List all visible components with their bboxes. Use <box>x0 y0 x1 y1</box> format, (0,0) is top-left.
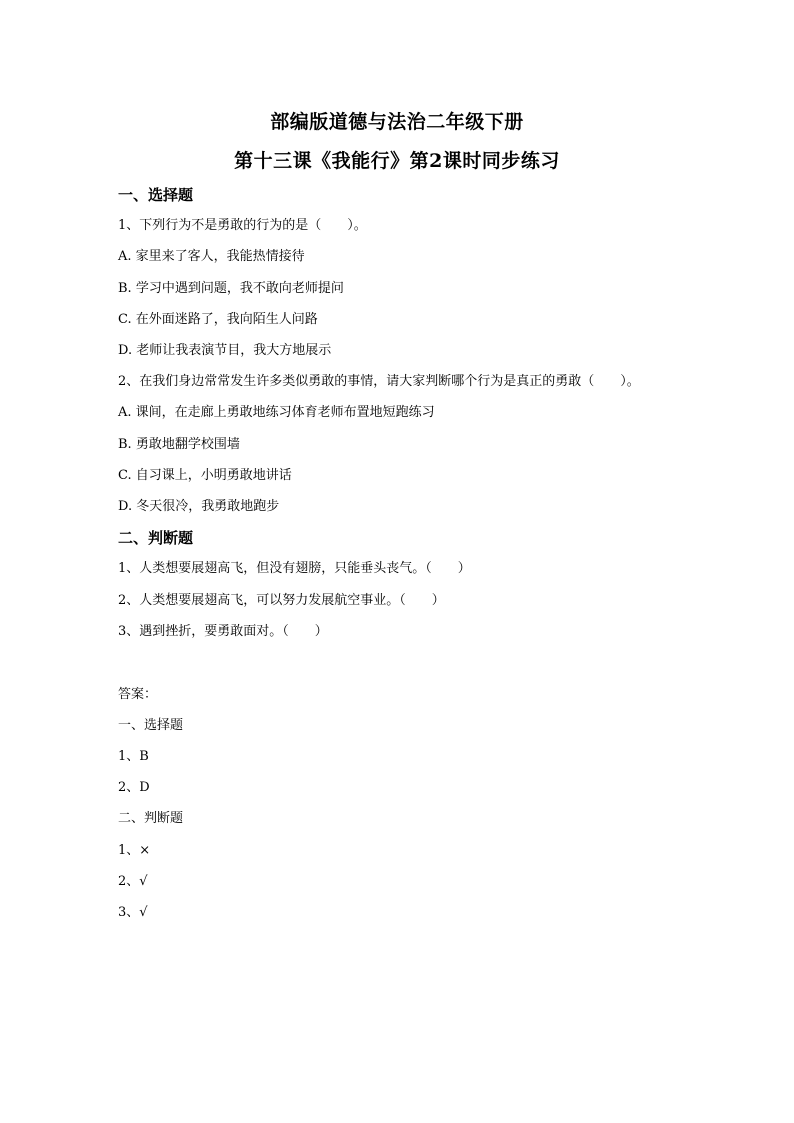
question-1-option-b: B. 学习中遇到问题，我不敢向老师提问 <box>118 281 344 296</box>
question-2-option-c: C. 自习课上，小明勇敢地讲话 <box>118 468 292 483</box>
question-1-option-d: D. 老师让我表演节目，我大方地展示 <box>118 343 332 358</box>
question-2-option-d: D. 冬天很冷，我勇敢地跑步 <box>118 499 280 514</box>
answer-judge-3: 3、√ <box>118 905 148 920</box>
question-1-option-a: A. 家里来了客人，我能热情接待 <box>118 249 305 264</box>
answers-section-choice: 一、选择题 <box>118 718 184 733</box>
answers-section-judge: 二、判断题 <box>118 811 184 826</box>
question-1-option-c: C. 在外面迷路了，我向陌生人问路 <box>118 312 318 327</box>
answer-choice-2: 2、D <box>118 780 150 795</box>
question-2-option-b: B. 勇敢地翻学校围墙 <box>118 437 240 452</box>
answer-judge-1: 1、× <box>118 843 151 858</box>
section-heading-judge: 二、判断题 <box>118 529 194 547</box>
judge-item-1: 1、人类想要展翅高飞，但没有翅膀，只能垂头丧气。（ ） <box>118 561 471 576</box>
answer-choice-1: 1、B <box>118 749 149 764</box>
judge-item-3: 3、遇到挫折，要勇敢面对。（ ） <box>118 624 328 639</box>
section-heading-choice: 一、选择题 <box>118 186 194 204</box>
question-1-stem: 1、下列行为不是勇敢的行为的是（ ）。 <box>118 218 367 233</box>
document-title: 部编版道德与法治二年级下册 <box>270 111 524 133</box>
judge-item-2: 2、人类想要展翅高飞，可以努力发展航空事业。（ ） <box>118 593 445 608</box>
answers-label: 答案： <box>118 687 158 702</box>
answer-judge-2: 2、√ <box>118 874 148 889</box>
question-2-stem: 2、在我们身边常常发生许多类似勇敢的事情，请大家判断哪个行为是真正的勇敢（ ）。 <box>118 374 640 389</box>
document-subtitle: 第十三课《我能行》第2课时同步练习 <box>234 150 560 172</box>
question-2-option-a: A. 课间，在走廊上勇敢地练习体育老师布置地短跑练习 <box>118 405 435 420</box>
